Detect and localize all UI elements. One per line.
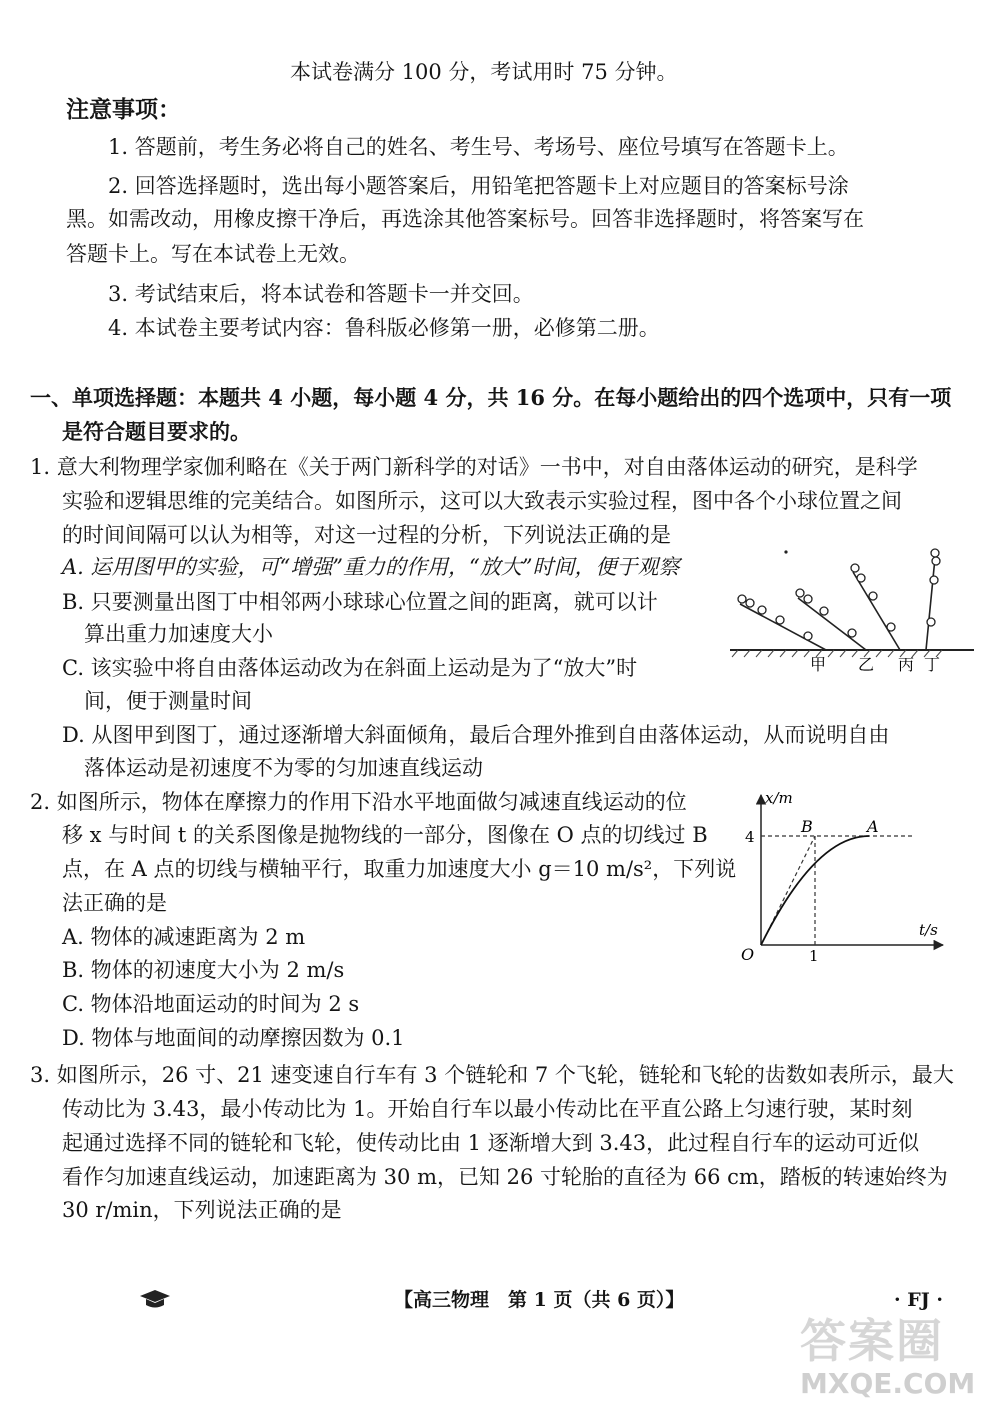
ball — [857, 574, 865, 582]
q2-stem: 移 x 与时间 t 的关系图像是抛物线的一部分，图像在 O 点的切线过 B — [62, 823, 708, 847]
label-ding: 丁 — [924, 655, 941, 674]
x-axis-label: t/s — [919, 921, 938, 939]
incline-yi — [798, 598, 866, 650]
q1-option-b: B. 只要测量出图丁中相邻两小球球心位置之间的距离，就可以计 — [62, 590, 658, 614]
origin-label: O — [741, 945, 755, 964]
ball — [931, 549, 939, 557]
graduation-cap-icon — [138, 1288, 172, 1310]
q2-stem: 2. 如图所示，物体在摩擦力的作用下沿水平地面做匀减速直线运动的位 — [30, 790, 687, 814]
q1-option-d: D. 从图甲到图丁，通过逐渐增大斜面倾角，最后合理外推到自由落体运动，从而说明自由 — [62, 723, 890, 747]
q2-option-b: B. 物体的初速度大小为 2 m/s — [62, 958, 345, 982]
notice-line: 1. 答题前，考生务必将自己的姓名、考生号、考场号、座位号填写在答题卡上。 — [108, 135, 849, 159]
q1-option-a: A. 运用图甲的实验，可“增强”重力的作用，“放大”时间，便于观察 — [62, 555, 680, 579]
ball — [758, 606, 766, 614]
notice-line: 3. 考试结束后，将本试卷和答题卡一并交回。 — [108, 282, 534, 306]
ball — [932, 557, 940, 565]
incline-jia — [740, 604, 826, 650]
ball — [776, 616, 784, 624]
q1-option-d-cont: 落体运动是初速度不为零的匀加速直线运动 — [84, 756, 483, 780]
q3-stem: 看作匀加速直线运动，加速距离为 30 m，已知 26 寸轮胎的直径为 66 cm，踏板的转速始终为 — [62, 1165, 948, 1189]
incline-ding — [926, 558, 935, 650]
footer-code: · FJ · — [894, 1289, 943, 1311]
y-axis-label: x/m — [765, 789, 793, 807]
incline-experiment-figure — [728, 540, 978, 675]
q1-stem: 的时间间隔可以认为相等，对这一过程的分析，下列说法正确的是 — [62, 523, 671, 547]
q3-stem: 起通过选择不同的链轮和飞轮，使传动比由 1 逐渐增大到 3.43，此过程自行车的运动可近似 — [62, 1131, 920, 1155]
q2-stem: 点，在 A 点的切线与横轴平行，取重力加速度大小 g＝10 m/s²，下列说 — [62, 857, 737, 881]
q1-option-b-cont: 算出重力加速度大小 — [84, 622, 273, 646]
xt-graph — [735, 785, 950, 965]
ball — [851, 564, 859, 572]
q2-option-c: C. 物体沿地面运动的时间为 2 s — [62, 992, 360, 1016]
point-b-label: B — [801, 817, 813, 836]
point-a-label: A — [867, 817, 879, 836]
q2-stem: 法正确的是 — [62, 891, 167, 915]
ball — [927, 618, 935, 626]
ball — [930, 576, 938, 584]
q1-option-c: C. 该实验中将自由落体运动改为在斜面上运动是为了“放大”时 — [62, 656, 638, 680]
notice-line: 2. 回答选择题时，选出每小题答案后，用铅笔把答题卡上对应题目的答案标号涂 — [108, 174, 849, 198]
q3-stem: 3. 如图所示，26 寸、21 速变速自行车有 3 个链轮和 7 个飞轮，链轮和飞轮的齿数如表所示，最大 — [30, 1063, 954, 1087]
watermark-text: 答案圈 — [800, 1314, 944, 1368]
label-yi: 乙 — [858, 655, 875, 674]
ball — [804, 595, 812, 603]
ball — [804, 632, 812, 640]
label-bing: 丙 — [898, 655, 915, 674]
q1-stem: 1. 意大利物理学家伽利略在《关于两门新科学的对话》一书中，对自由落体运动的研究，是科学 — [30, 455, 918, 479]
q2-option-d: D. 物体与地面间的动摩擦因数为 0.1 — [62, 1026, 405, 1050]
notice-title: 注意事项： — [66, 96, 181, 123]
q1-option-c-cont: 间，便于测量时间 — [84, 689, 252, 713]
q1-stem: 实验和逻辑思维的完美结合。如图所示，这可以大致表示实验过程，图中各个小球位置之间 — [62, 489, 902, 513]
notice-line: 答题卡上。写在本试卷上无效。 — [66, 242, 360, 266]
q3-stem: 传动比为 3.43，最小传动比为 1。开始自行车以最小传动比在平直公路上匀速行驶，某时刻 — [62, 1097, 913, 1121]
section-title: 一、单项选择题：本题共 4 小题，每小题 4 分，共 16 分。在每小题给出的四个选项中，只有一项 — [30, 385, 952, 410]
ball — [820, 607, 828, 615]
label-jia: 甲 — [810, 655, 827, 674]
notice-line: 4. 本试卷主要考试内容：鲁科版必修第一册，必修第二册。 — [108, 316, 660, 340]
q3-stem: 30 r/min，下列说法正确的是 — [62, 1198, 342, 1222]
watermark-logo — [800, 1315, 990, 1410]
ball — [738, 595, 746, 603]
section-title-cont: 是符合题目要求的。 — [62, 419, 251, 444]
ball-dot — [784, 550, 787, 553]
exam-info: 本试卷满分 100 分，考试用时 75 分钟。 — [290, 60, 678, 84]
notice-line: 黑。如需改动，用橡皮擦干净后，再选涂其他答案标号。回答非选择题时，将答案写在 — [66, 207, 864, 231]
watermark-url: MXQE.COM — [800, 1367, 976, 1400]
ball — [796, 589, 804, 597]
footer-page-info: 【高三物理 第 1 页（共 6 页）】 — [394, 1289, 685, 1311]
y-tick-4: 4 — [745, 828, 755, 846]
incline-bing — [853, 572, 900, 650]
ball — [869, 592, 877, 600]
ball — [848, 629, 856, 637]
ball — [746, 599, 754, 607]
q2-option-a: A. 物体的减速距离为 2 m — [62, 925, 306, 949]
x-tick-1: 1 — [809, 947, 819, 965]
ball — [887, 623, 895, 631]
